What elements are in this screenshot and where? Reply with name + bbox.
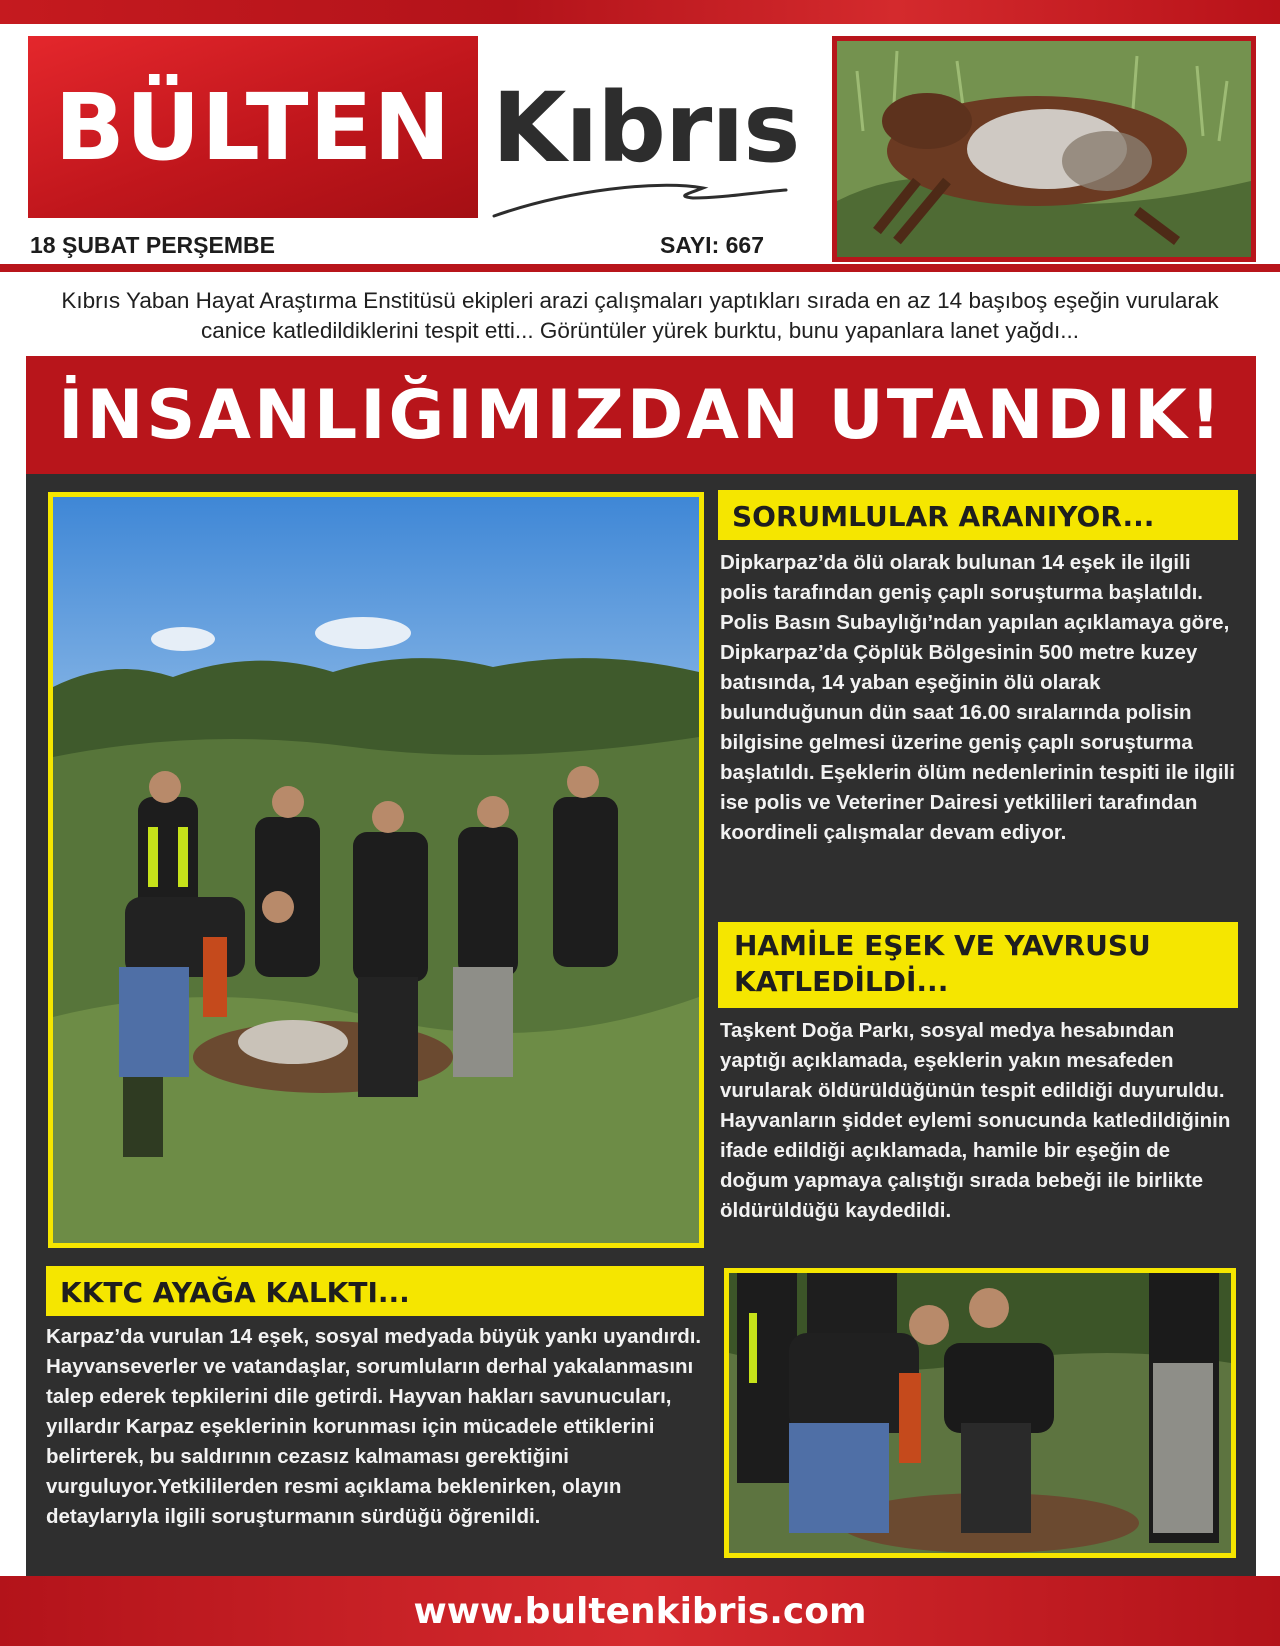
- section-text-pregnant-donkey: Taşkent Doğa Parkı, sosyal medya hesabından yaptığı açıklamada, eşeklerin yakın mesafeden vurularak öldürüldüğünün tespit edildiği duyuruldu. Hayvanların şiddet eylemi sonucunda katledildiğinin ifade edildiği açıklamada, hamile bir eşeğin de doğum yapmaya çalıştığı sırada bebeği ile birlikte öldürüldüğü kaydedildi.: [720, 1019, 1231, 1222]
- logo-swoosh-icon: [488, 168, 788, 224]
- secondary-scene-photo: [724, 1268, 1236, 1558]
- logo-bulten-block: [28, 36, 478, 218]
- section-title-pregnant-donkey: HAMİLE EŞEK VE YAVRUSU KATLEDİLDİ...: [718, 922, 1238, 1008]
- headline-band: [26, 356, 1256, 474]
- section-title-responsible-sought: SORUMLULAR ARANIYOR...: [718, 490, 1238, 540]
- main-headline: İNSANLIĞIMIZDAN UTANDIK!: [58, 375, 1224, 455]
- header-divider: [0, 264, 1280, 272]
- section-title-kktc-rises: KKTC AYAĞA KALKTI...: [46, 1266, 704, 1316]
- logo-text-bulten: BÜLTEN: [54, 73, 452, 181]
- header-donkey-photo: [832, 36, 1256, 262]
- top-banner-strip: [0, 0, 1280, 24]
- footer-band: [0, 1576, 1280, 1646]
- logo-text-kibris: Kıbrıs: [492, 72, 800, 184]
- footer-website-link[interactable]: www.bultenkibris.com: [413, 1590, 867, 1632]
- intro-summary: Kıbrıs Yaban Hayat Araştırma Enstitüsü ekipleri arazi çalışmaları yaptıkları sırada en az 14 başıboş eşeğin vurularak canice katledildiklerini tespit etti... Görüntüler yürek burktu, bunu yapanlara lanet yağdı...: [61, 288, 1219, 343]
- main-scene-photo: [48, 492, 704, 1248]
- section-text-kktc-rises: Karpaz’da vurulan 14 eşek, sosyal medyada büyük yankı uyandırdı. Hayvanseverler ve vatandaşlar, sorumluların derhal yakalanmasını talep ederek tepkilerini dile getirdi. Hayvan hakları savunucuları, yıllardır Karpaz eşeklerinin korunması için mücadele ettiklerini belirterek, bu saldırının cezasız kalmaması gerektiğini vurguluyor.Yetkililerden resmi açıklama beklenirken, olayın detaylarıyla ilgili soruşturmanın sürdüğü öğrenildi.: [46, 1325, 702, 1528]
- issue-date: 18 ŞUBAT PERŞEMBE: [30, 232, 275, 258]
- issue-number: SAYI: 667: [660, 232, 764, 258]
- section-text-responsible-sought: Dipkarpaz’da ölü olarak bulunan 14 eşek ile ilgili polis tarafından geniş çaplı soruşturma başlatıldı. Polis Basın Subaylığı’ndan yapılan açıklamaya göre, Dipkarpaz’da Çöplük Bölgesinin 500 metre kuzey batısında, 14 yaban eşeğinin ölü olarak bulunduğunun dün saat 16.00 sıralarında polisin bilgisine gelmesi üzerine geniş çaplı soruşturma başlatıldı. Eşeklerin ölüm nedenlerinin tespiti ile ilgili ise polis ve Veteriner Dairesi yetkilileri tarafından koordineli çalışmalar devam ediyor.: [720, 551, 1235, 844]
